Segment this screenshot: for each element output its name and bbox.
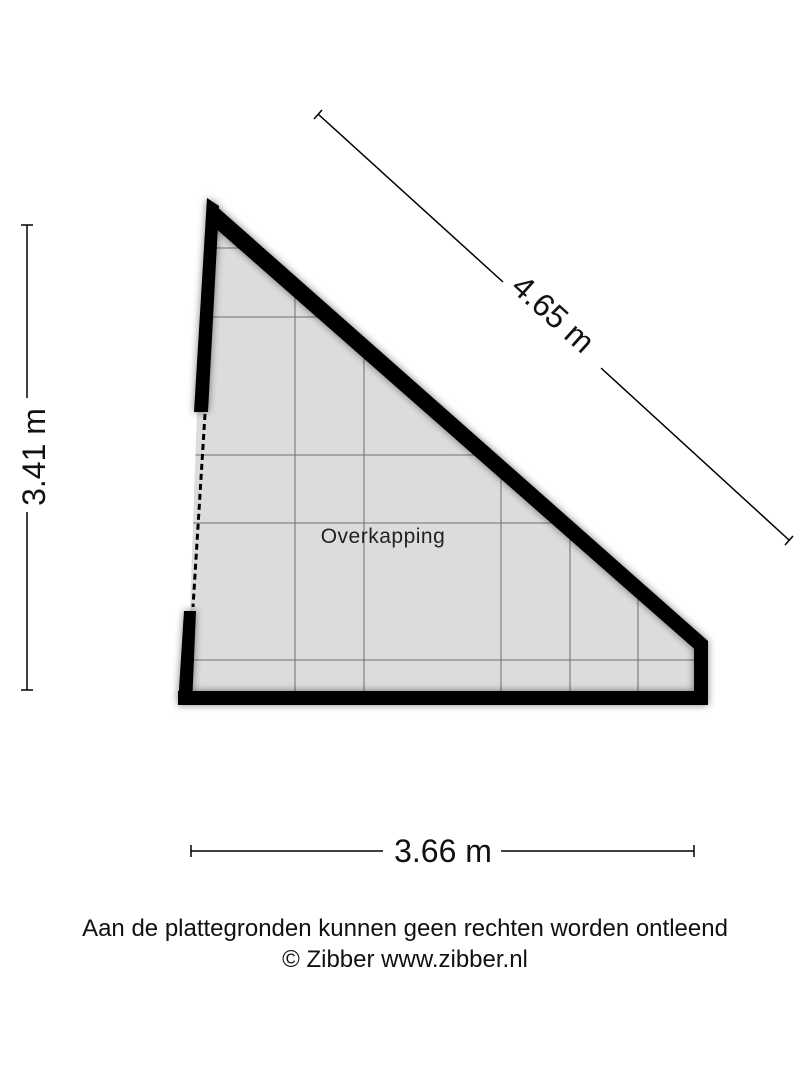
footer-disclaimer: Aan de plattegronden kunnen geen rechten worden ontleend <box>82 915 728 942</box>
wall-bottom <box>178 691 708 705</box>
dimension-diagonal-label: 4.65 m <box>504 267 602 360</box>
footer-copyright: © Zibber www.zibber.nl <box>282 946 528 973</box>
room-label: Overkapping <box>320 525 446 548</box>
dimension-vertical-label: 3.41 m <box>16 408 52 506</box>
dimension-horizontal-label: 3.66 m <box>394 833 492 869</box>
